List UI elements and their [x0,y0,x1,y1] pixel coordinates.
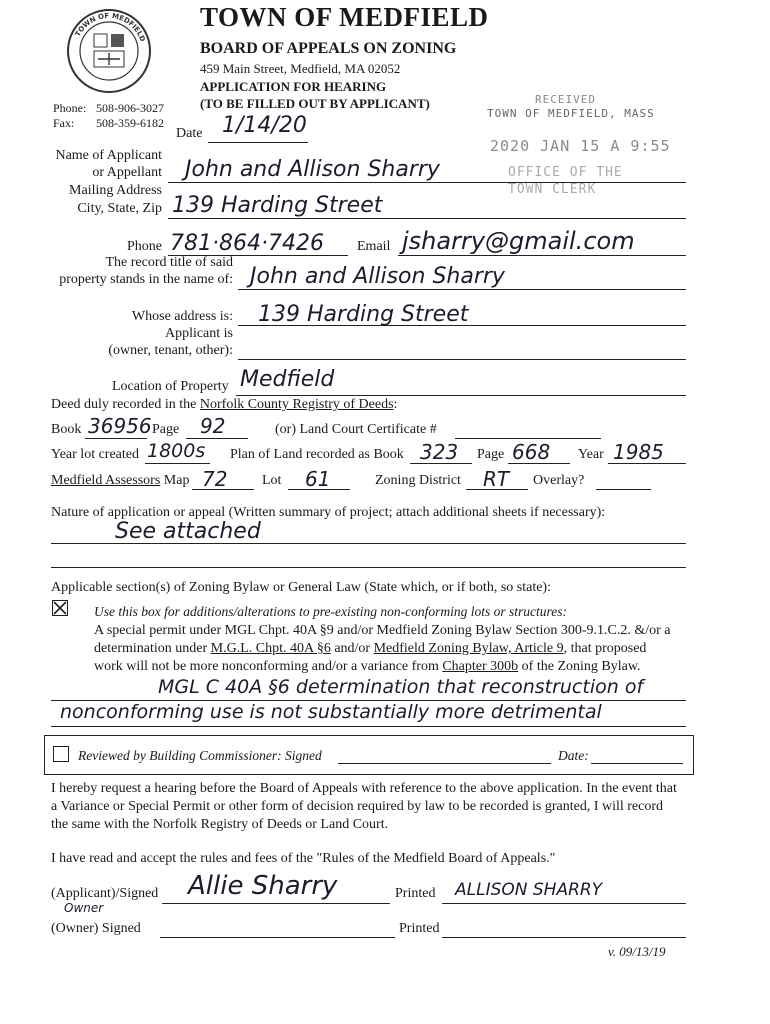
deed-label: Deed duly recorded in the [51,397,197,412]
received-stamp-line2: TOWN OF MEDFIELD, MASS [487,107,655,120]
mailing-address-value[interactable]: 139 Harding Street [172,193,383,218]
board-phone: 508-906-3027 [96,101,164,115]
email-value[interactable]: jsharry@gmail.com [402,227,635,255]
printed-label: Printed [395,886,436,901]
whose-address-label: Whose address is: [131,309,233,324]
accept-rules: I have read and accept the rules and fees of the "Rules of the Medfield Board of Appeals." [51,851,556,866]
deed-text [51,397,397,413]
received-stamp-date: 2020 JAN 15 A 9:55 [490,137,671,155]
sections-label: Applicable section(s) of Zoning Bylaw or General Law (State which, or if both, so state): [51,580,551,595]
location-label: Location of Property [112,379,229,394]
owner-handwritten: Owner [64,901,104,915]
name-label-2: or Appellant [92,165,162,180]
email-label: Email [357,239,391,254]
page-value[interactable]: 92 [200,414,226,438]
plan-book-value[interactable]: 323 [420,440,459,464]
nonconforming-checkbox[interactable] [52,600,68,616]
article-9-link[interactable]: Medfield Zoning Bylaw, Article 9 [373,641,564,656]
special-2b: and/or [330,641,374,656]
phone-field-label: Phone [127,239,162,254]
applicant-signed-label: (Applicant)/Signed [51,886,159,901]
fill-note: (TO BE FILLED OUT BY APPLICANT) [200,96,430,111]
plan-label: Plan of Land recorded as Book [230,447,404,462]
received-stamp-line1: RECEIVED [535,93,596,106]
book-value[interactable]: 36956 [88,414,152,438]
nature-value[interactable]: See attached [115,519,261,544]
printed2-label: Printed [399,921,440,936]
zoning-district-value[interactable]: RT [483,467,510,491]
year-lot-value[interactable]: 1800s [147,440,206,462]
use-box-note: Use this box for additions/alterations to pre-existing non-conforming lots or structures: [94,604,567,619]
printed-name-value[interactable]: ALLISON SHARRY [455,880,603,900]
mailing-label: Mailing Address [69,183,162,198]
year-lot-label: Year lot created [51,447,139,462]
chapter-300b-link[interactable]: Chapter 300b [442,659,519,674]
reviewed-date-label: Date: [558,748,589,763]
date-value[interactable]: 1/14/20 [222,113,307,138]
town-seal [66,8,152,94]
whose-address-value[interactable]: 139 Harding Street [258,302,469,327]
special-permit-line3 [94,659,641,675]
received-stamp-line5: TOWN CLERK [508,182,597,197]
special-permit-line1: A special permit under MGL Chpt. 40A §9 and/or Medfield Zoning Bylaw Section 300-9.1.C.2. &/or a [94,623,671,638]
applicant-signature[interactable]: Allie Sharry [188,871,338,901]
overlay-label: Overlay? [533,473,585,488]
map-label: Map [163,473,190,488]
applicant-name-value[interactable]: John and Allison Sharry [185,157,440,182]
reviewed-checkbox[interactable] [53,746,69,762]
applicant-is-label-2: (owner, tenant, other): [108,343,233,358]
zoning-district-label: Zoning District [375,473,461,488]
location-value[interactable]: Medfield [240,367,335,392]
section-handwritten-line2[interactable]: nonconforming use is not substantially more detrimental [60,701,602,723]
registry-link[interactable]: Norfolk County Registry of Deeds [199,397,394,412]
owner-signed-label: (Owner) Signed [51,921,141,936]
received-stamp-line4: OFFICE OF THE [508,165,623,180]
mgl-40a-6-link[interactable]: M.G.L. Chpt. 40A §6 [210,641,331,656]
special-2a: determination under [94,641,211,656]
plan-page-label: Page [477,447,505,462]
town-title: TOWN OF MEDFIELD [200,2,489,32]
board-fax: 508-359-6182 [96,116,164,130]
book-label: Book [51,422,82,437]
reviewed-label: Reviewed by Building Commissioner: Signed [78,748,322,763]
nature-label: Nature of application or appeal (Written summary of project; attach additional sheets if necessary): [51,505,606,520]
page-label: Page [152,422,180,437]
phone-value[interactable]: 781·864·7426 [170,231,324,256]
applicant-is-label-1: Applicant is [164,326,233,341]
lot-value[interactable]: 61 [305,467,331,491]
assessors-row [51,473,189,489]
fax-label: Fax: [53,116,75,130]
form-version: v. 09/13/19 [608,944,666,959]
city-label: City, State, Zip [77,201,162,216]
application-title: APPLICATION FOR HEARING [200,79,387,94]
special-permit-line2 [94,641,646,657]
special-3a: work will not be more nonconforming and/or a variance from [94,659,443,674]
map-value[interactable]: 72 [202,467,228,491]
land-court-label: (or) Land Court Certificate # [275,422,437,437]
date-label: Date [176,126,203,141]
board-title: BOARD OF APPEALS ON ZONING [200,40,457,57]
lot-label: Lot [262,473,282,488]
request-line3: the same with the Norfolk Registry of Deeds or Land Court. [51,817,389,832]
phone-label: Phone: [53,101,87,115]
request-line1: I hereby request a hearing before the Board of Appeals with reference to the above application. In the event that [51,781,677,796]
deed-colon: : [393,397,398,412]
title-holder-value[interactable]: John and Allison Sharry [250,264,505,289]
section-handwritten-line1[interactable]: MGL C 40A §6 determination that reconstruction of [158,676,644,698]
title-label-1: The record title of said [105,255,233,270]
plan-year-label: Year [578,447,604,462]
name-label-1: Name of Applicant [55,148,162,163]
special-3b: of the Zoning Bylaw. [518,659,641,674]
seal-text: TOWN OF MEDFIELD [73,11,147,43]
plan-page-value[interactable]: 668 [512,440,551,464]
board-address: 459 Main Street, Medfield, MA 02052 [200,61,401,76]
request-line2: a Variance or Special Permit or other form of decision required by law to be recorded is granted, I will record [51,799,664,814]
plan-year-value[interactable]: 1985 [613,440,664,464]
special-2c: , that proposed [563,641,647,656]
assessors-link[interactable]: Medfield Assessors [51,473,161,488]
title-label-2: property stands in the name of: [59,272,233,287]
